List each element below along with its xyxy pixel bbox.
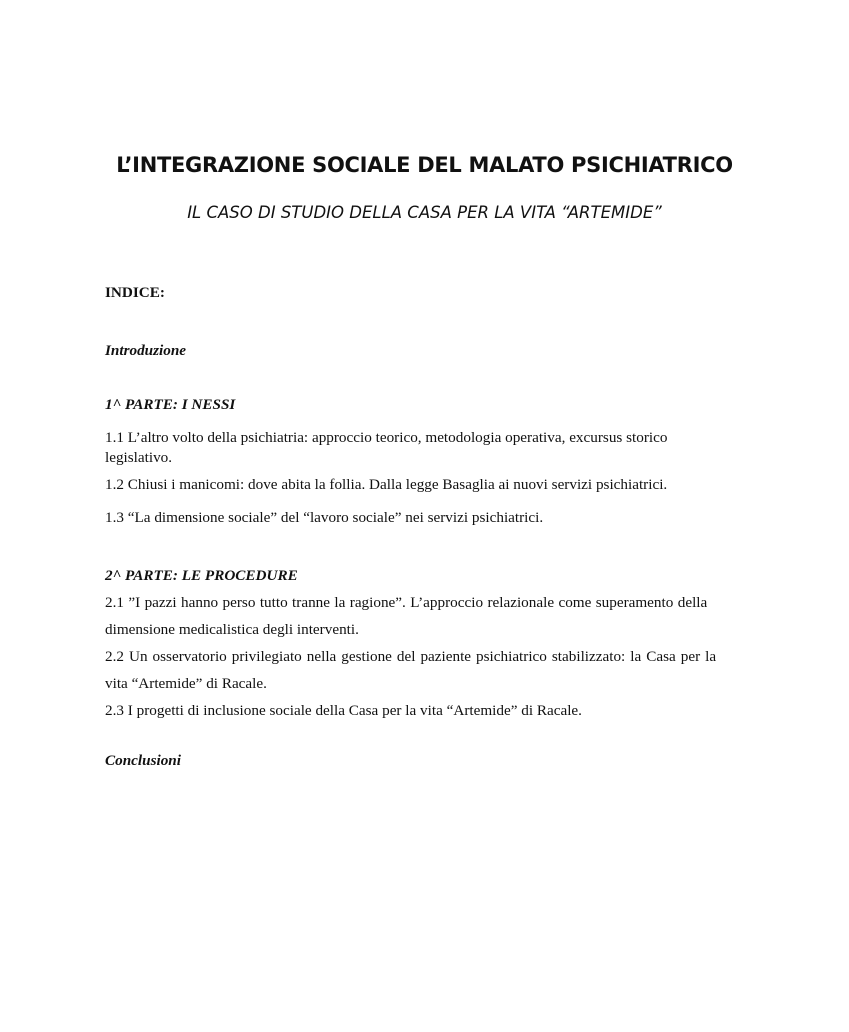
part2-item-3: 2.3 I progetti di inclusione sociale della Casa per la vita “Artemide” di Racale. xyxy=(105,702,582,719)
part2-item-2-line1: 2.2 Un osservatorio privilegiato nella gestione del paziente psichiatrico stabilizzato: la Casa per la xyxy=(105,648,717,665)
document-title: L’INTEGRAZIONE SOCIALE DEL MALATO PSICHIATRICO xyxy=(116,153,733,177)
part2-item-2-line2: vita “Artemide” di Racale. xyxy=(105,675,267,692)
index-heading: INDICE: xyxy=(105,284,165,301)
part1-item-1-line1: 1.1 L’altro volto della psichiatria: approccio teorico, metodologia operativa, excursus storico xyxy=(105,429,668,446)
document-subtitle: IL CASO DI STUDIO DELLA CASA PER LA VITA “ARTEMIDE” xyxy=(187,203,662,222)
part1-item-3: 1.3 “La dimensione sociale” del “lavoro sociale” nei servizi psichiatrici. xyxy=(105,509,544,526)
part2-item-1-line1: 2.1 ”I pazzi hanno perso tutto tranne la ragione”. L’approccio relazionale come superamento della xyxy=(105,594,708,611)
part1-item-2: 1.2 Chiusi i manicomi: dove abita la follia. Dalla legge Basaglia ai nuovi servizi psichiatrici. xyxy=(105,476,668,493)
introduction-heading: Introduzione xyxy=(105,342,187,359)
part1-heading: 1^ PARTE: I NESSI xyxy=(105,396,236,413)
part1-item-1-line2: legislativo. xyxy=(105,449,173,466)
part2-heading: 2^ PARTE: LE PROCEDURE xyxy=(105,567,298,584)
conclusions-heading: Conclusioni xyxy=(105,752,181,769)
part2-item-1-line2: dimensione medicalistica degli interventi. xyxy=(105,621,359,638)
